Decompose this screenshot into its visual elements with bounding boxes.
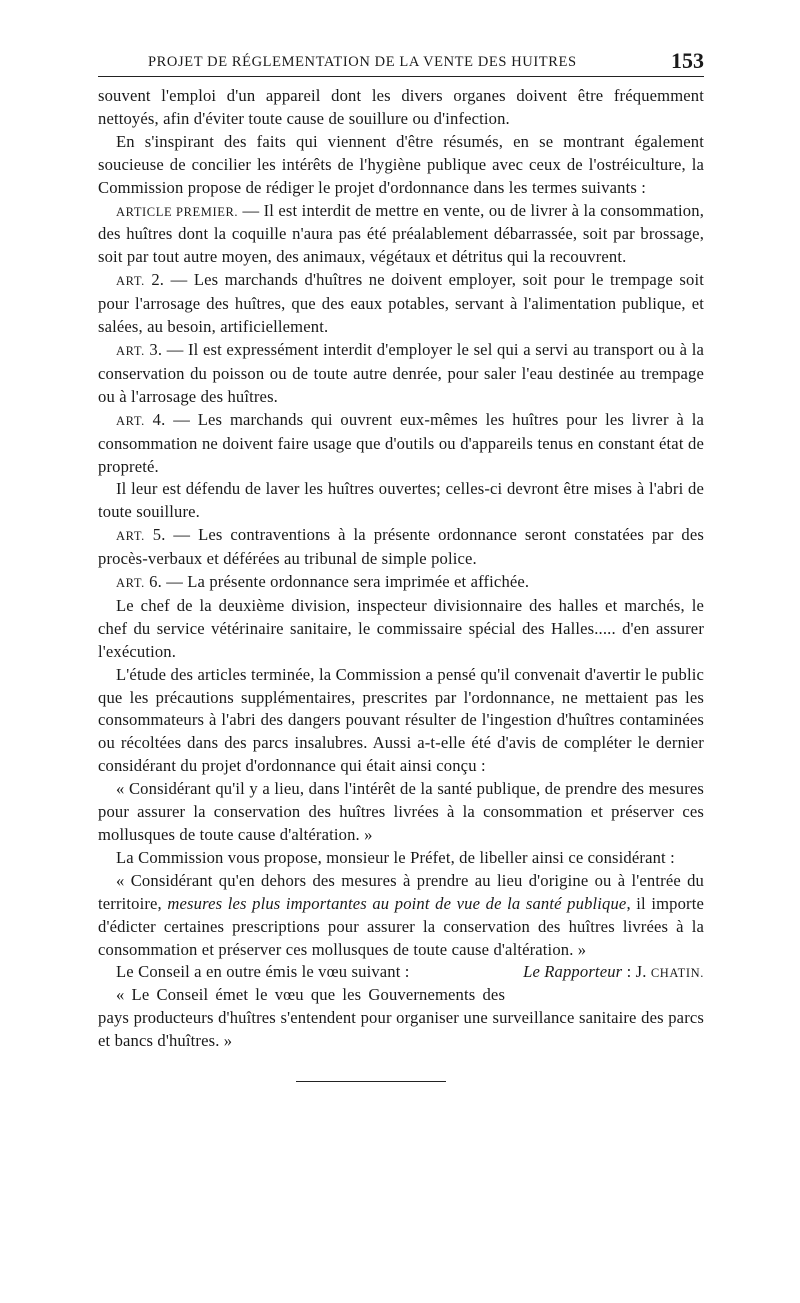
article-2 <box>98 269 704 339</box>
running-title: PROJET DE RÉGLEMENTATION DE LA VENTE DES HUITRES <box>148 54 577 70</box>
article-5-label: ART. <box>116 529 145 544</box>
paragraph-continuation: souvent l'emploi d'un appareil dont les divers organes doivent être fréquemment nettoyés, afin d'éviter toute cause de souillure ou d'infection. <box>98 86 704 128</box>
article-3-number: 3. <box>144 339 163 359</box>
article-3-text: — Il est expressément interdit d'employer le sel qui a servi au transport ou à la conservation du poisson ou de toute autre denrée, pour saler l'eau destinée au trempage ou à l'arrosage des huîtres. <box>98 339 704 406</box>
article-4-text: — Les marchands qui ouvrent eux-mêmes les huîtres pour les livrer à la consommation ne doivent faire usage que d'outils ou d'appareils tenus en constant état de propreté. <box>98 409 704 476</box>
paragraph-commission-proposal: En s'inspirant des faits qui viennent d'être résumés, en se montrant également soucieuse de concilier les intérêts de l'hygiène publique avec ceux de l'ostréiculture, la Commission propose de rédiger le projet d'ordonnance dans les termes suivants : <box>98 131 704 197</box>
quote-original-considerant: « Considérant qu'il y a lieu, dans l'intérêt de la santé publique, de prendre des mesures pour assurer la conservation des huîtres livrées à la consommation et préserver ces mollusques de toute cause d'altération. » <box>98 779 704 844</box>
article-6-number: 6. <box>144 572 162 592</box>
quote-new-part-b: , il importe d'édicter certaines prescriptions pour assurer la conservation des huîtres livrées à la consommation et préserver ces mollusques de toute cause d'altération. » <box>98 893 704 959</box>
article-4 <box>98 409 704 479</box>
page-header <box>98 46 704 77</box>
article-5 <box>98 524 704 571</box>
article-2-number: 2. <box>144 270 165 290</box>
paragraph-council: Le Conseil a en outre émis le vœu suivant : <box>116 962 410 982</box>
article-4-label: ART. <box>116 413 145 428</box>
signature <box>505 961 704 985</box>
article-1-label: ARTICLE PREMIER. <box>116 204 239 219</box>
article-2-text: — Les marchands d'huîtres ne doivent employer, soit pour le trempage soit pour l'arrosage des huîtres, que des eaux potables, servant à l'alimentation publique, et salées, au besoin, artificiellement. <box>98 270 704 337</box>
body-text <box>98 85 704 1053</box>
article-5-number: 5. <box>144 525 166 545</box>
signature-role: Le Rapporteur <box>523 962 623 982</box>
paragraph-proposal: La Commission vous propose, monsieur le Préfet, de libeller ainsi ce considérant : <box>116 847 675 867</box>
article-1 <box>98 200 704 270</box>
article-6-label: ART. <box>116 576 145 591</box>
signature-separator: : J. <box>622 962 651 982</box>
article-5-text: — Les contraventions à la présente ordonnance seront constatées par des procès-verbaux et déférées au tribunal de simple police. <box>98 525 704 569</box>
end-divider <box>296 1081 446 1082</box>
quote-new-part-a: « Considérant qu'en dehors des mesures à prendre au lieu d'origine ou à l'entrée du territoire, <box>98 870 704 913</box>
quote-council-wish: « Le Conseil émet le vœu que les Gouvernements des pays producteurs d'huîtres s'entendent pour organiser une surveillance sanitaire des parcs et bancs d'huîtres. » <box>98 985 704 1051</box>
paragraph-washing: Il leur est défendu de laver les huîtres ouvertes; celles-ci devront être mises à l'abri de toute souillure. <box>98 479 704 522</box>
quote-new-emphasis: mesures les plus importantes au point de vue de la santé publique <box>167 893 627 913</box>
article-6-text: — La présente ordonnance sera imprimée et affichée. <box>161 572 530 592</box>
article-6 <box>98 571 704 595</box>
paragraph-study: L'étude des articles terminée, la Commission a pensé qu'il convenait d'avertir le public que les précautions supplémentaires, prescrites par l'ordonnance, ne mettaient pas les consommateurs à l'abri des dangers pouvant résulter de l'ingestion d'huîtres contaminées ou récoltées dans des parcs insalubres. Aussi a-t-elle été d'avis de compléter le dernier considérant du projet d'ordonnance qui était ainsi conçu : <box>98 664 704 776</box>
article-3-label: ART. <box>116 343 145 358</box>
article-2-label: ART. <box>116 274 145 289</box>
article-4-number: 4. <box>144 409 166 429</box>
page-number: 153 <box>671 48 704 73</box>
signature-name: CHATIN. <box>650 966 704 981</box>
article-1-text: — Il est interdit de mettre en vente, ou de livrer à la consommation, des huîtres dont la coquille n'aura pas été préalablement débarrassée, soit par brossage, soit par tout autre moyen, des animaux, végétaux et détritus qui la recouvrent. <box>98 200 705 267</box>
article-3 <box>98 339 704 409</box>
document-page <box>98 46 704 1082</box>
paragraph-execution: Le chef de la deuxième division, inspecteur divisionnaire des halles et marchés, le chef du service vétérinaire sanitaire, le commissaire spécial des Halles..... d'en assurer l'exécution. <box>98 595 704 661</box>
